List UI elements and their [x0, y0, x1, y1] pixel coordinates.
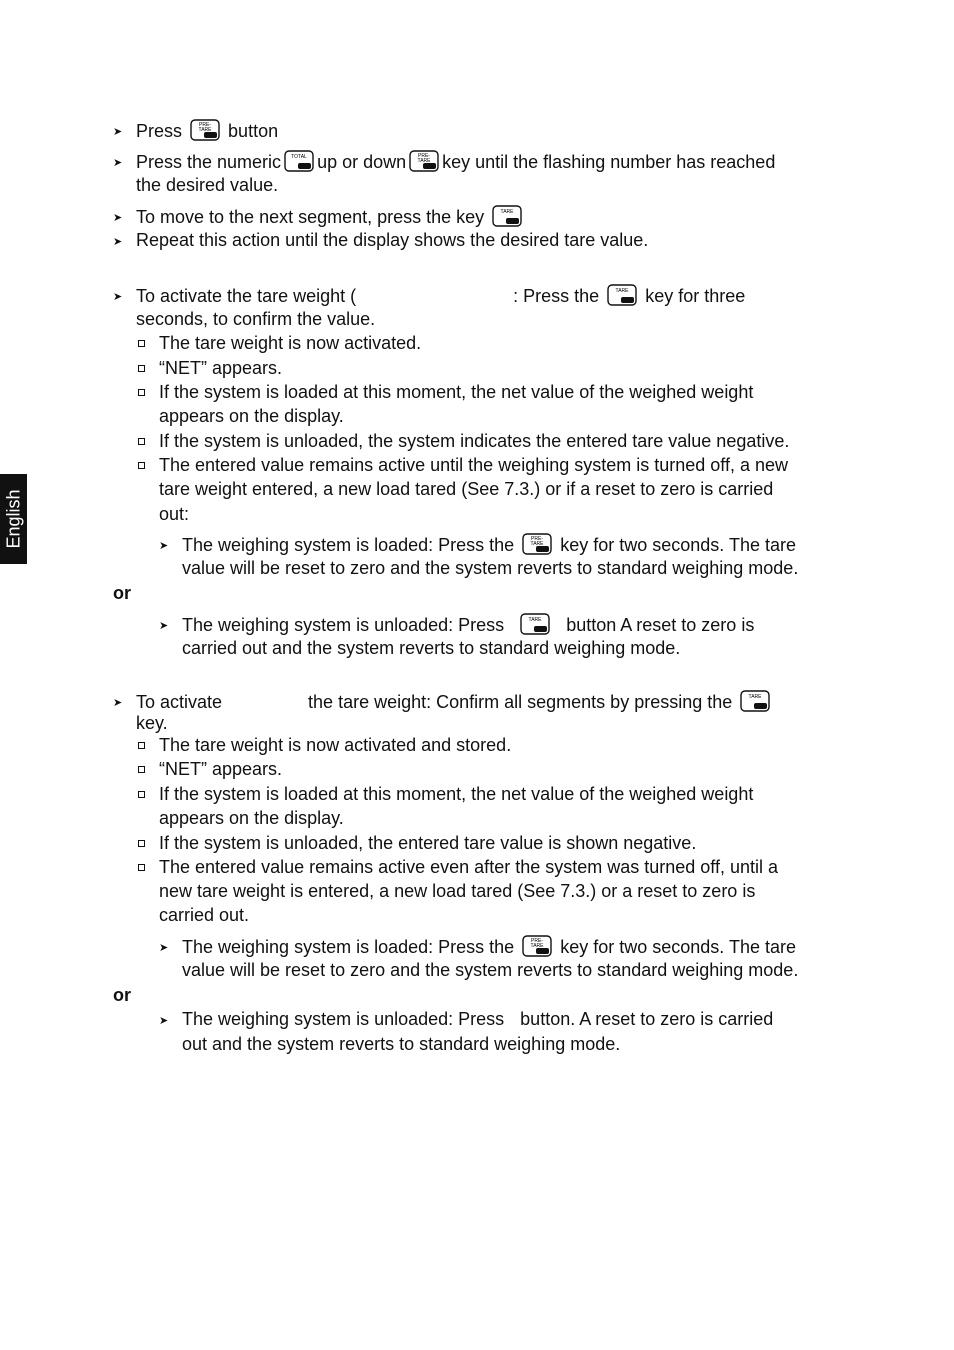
step-repeat: Repeat this action until the display shows the desired tare value.: [136, 230, 649, 250]
step-next-segment: To move to the next segment, press the key TARE: [136, 205, 525, 228]
step-activate-tare: To activate the tare weight ( : Press the TARE key for three: [136, 286, 746, 306]
arrow-bullet-icon: ➤: [113, 236, 123, 248]
arrow-bullet-icon: ➤: [113, 157, 123, 169]
sub-step-unloaded: The weighing system is unloaded: Press TARE button A reset to zero is: [182, 615, 755, 635]
tare-key-icon: [520, 613, 550, 635]
or-separator: or: [113, 985, 131, 1005]
total-key-icon: [284, 150, 314, 172]
text-line: carried out.: [159, 905, 250, 925]
svg-text:PRE-: PRE-: [531, 536, 544, 542]
square-bullet-icon: [138, 389, 145, 396]
svg-text:TARE: TARE: [748, 694, 762, 700]
step-numeric-keys: Press the numeric TOTAL up or down PRE- TARE key until the flashing number has reached: [136, 152, 776, 172]
arrow-bullet-icon: ➤: [113, 697, 123, 709]
arrow-bullet-icon: ➤: [159, 620, 169, 632]
square-bullet-icon: [138, 864, 145, 871]
square-bullet-icon: [138, 791, 145, 798]
step-press-pretare: Press PRE- TARE button: [136, 121, 279, 141]
list-item: The tare weight is now activated.: [159, 333, 422, 353]
sub-step-loaded: The weighing system is loaded: Press the PRE- TARE key for two seconds. The tare: [182, 937, 796, 957]
tare-key-icon: [740, 690, 770, 712]
square-bullet-icon: [138, 365, 145, 372]
square-bullet-icon: [138, 766, 145, 773]
arrow-bullet-icon: ➤: [159, 942, 169, 954]
text-line: key.: [136, 713, 168, 733]
svg-text:PRE-: PRE-: [199, 122, 212, 128]
arrow-bullet-icon: ➤: [113, 291, 123, 303]
pretare-key-icon: [522, 533, 552, 555]
pretare-key-icon: [522, 935, 552, 957]
arrow-bullet-icon: ➤: [159, 540, 169, 552]
list-item: “NET” appears.: [159, 759, 283, 779]
text-line: value will be reset to zero and the system reverts to standard weighing mode.: [182, 960, 799, 980]
arrow-bullet-icon: ➤: [113, 212, 123, 224]
svg-text:TARE: TARE: [530, 943, 544, 949]
list-item: If the system is loaded at this moment, the net value of the weighed weight: [159, 784, 754, 804]
pretare-key-icon: [409, 150, 439, 172]
text-line: tare weight entered, a new load tared (See 7.3.) or if a reset to zero is carried: [159, 479, 774, 499]
list-item: The entered value remains active even after the system was turned off, until a: [159, 857, 778, 877]
tare-key-icon: [492, 205, 522, 227]
svg-text:TARE: TARE: [615, 288, 629, 294]
sub-step-loaded: The weighing system is loaded: Press the PRE- TARE key for two seconds. The tare: [182, 535, 796, 555]
text-line: appears on the display.: [159, 808, 344, 828]
text-line: out:: [159, 504, 190, 524]
square-bullet-icon: [138, 340, 145, 347]
language-tab: [0, 474, 27, 564]
list-item: If the system is loaded at this moment, the net value of the weighed weight: [159, 382, 754, 402]
svg-text:TARE: TARE: [198, 127, 212, 133]
svg-text:TARE: TARE: [500, 209, 514, 215]
svg-text:TOTAL: TOTAL: [291, 154, 307, 160]
svg-text:TARE: TARE: [417, 158, 431, 164]
text-line: the desired value.: [136, 175, 279, 195]
svg-text:TARE: TARE: [528, 617, 542, 623]
square-bullet-icon: [138, 462, 145, 469]
text-line: carried out and the system reverts to standard weighing mode.: [182, 638, 681, 658]
step-activate-store: To activate the tare weight: Confirm all segments by pressing the TARE: [136, 690, 773, 713]
sub-step-unloaded: The weighing system is unloaded: Press button. A reset to zero is carried: [182, 1009, 774, 1029]
text-line: value will be reset to zero and the system reverts to standard weighing mode.: [182, 558, 799, 578]
text-line: new tare weight is entered, a new load tared (See 7.3.) or a reset to zero is: [159, 881, 756, 901]
pretare-key-icon: [190, 119, 220, 141]
arrow-bullet-icon: ➤: [113, 126, 123, 138]
square-bullet-icon: [138, 840, 145, 847]
list-item: “NET” appears.: [159, 358, 283, 378]
text-line: seconds, to confirm the value.: [136, 309, 376, 329]
or-separator: or: [113, 583, 131, 603]
list-item: If the system is unloaded, the system indicates the entered tare value negative.: [159, 431, 790, 451]
list-item: If the system is unloaded, the entered tare value is shown negative.: [159, 833, 697, 853]
list-item: The tare weight is now activated and stored.: [159, 735, 512, 755]
list-item: The entered value remains active until the weighing system is turned off, a new: [159, 455, 789, 475]
square-bullet-icon: [138, 742, 145, 749]
svg-text:PRE-: PRE-: [531, 938, 544, 944]
tare-key-icon: [607, 284, 637, 306]
arrow-bullet-icon: ➤: [159, 1015, 169, 1027]
language-tab-label: English: [3, 489, 23, 549]
square-bullet-icon: [138, 438, 145, 445]
svg-text:PRE-: PRE-: [418, 153, 431, 159]
text-line: out and the system reverts to standard weighing mode.: [182, 1034, 621, 1054]
svg-text:TARE: TARE: [530, 541, 544, 547]
text-line: appears on the display.: [159, 406, 344, 426]
